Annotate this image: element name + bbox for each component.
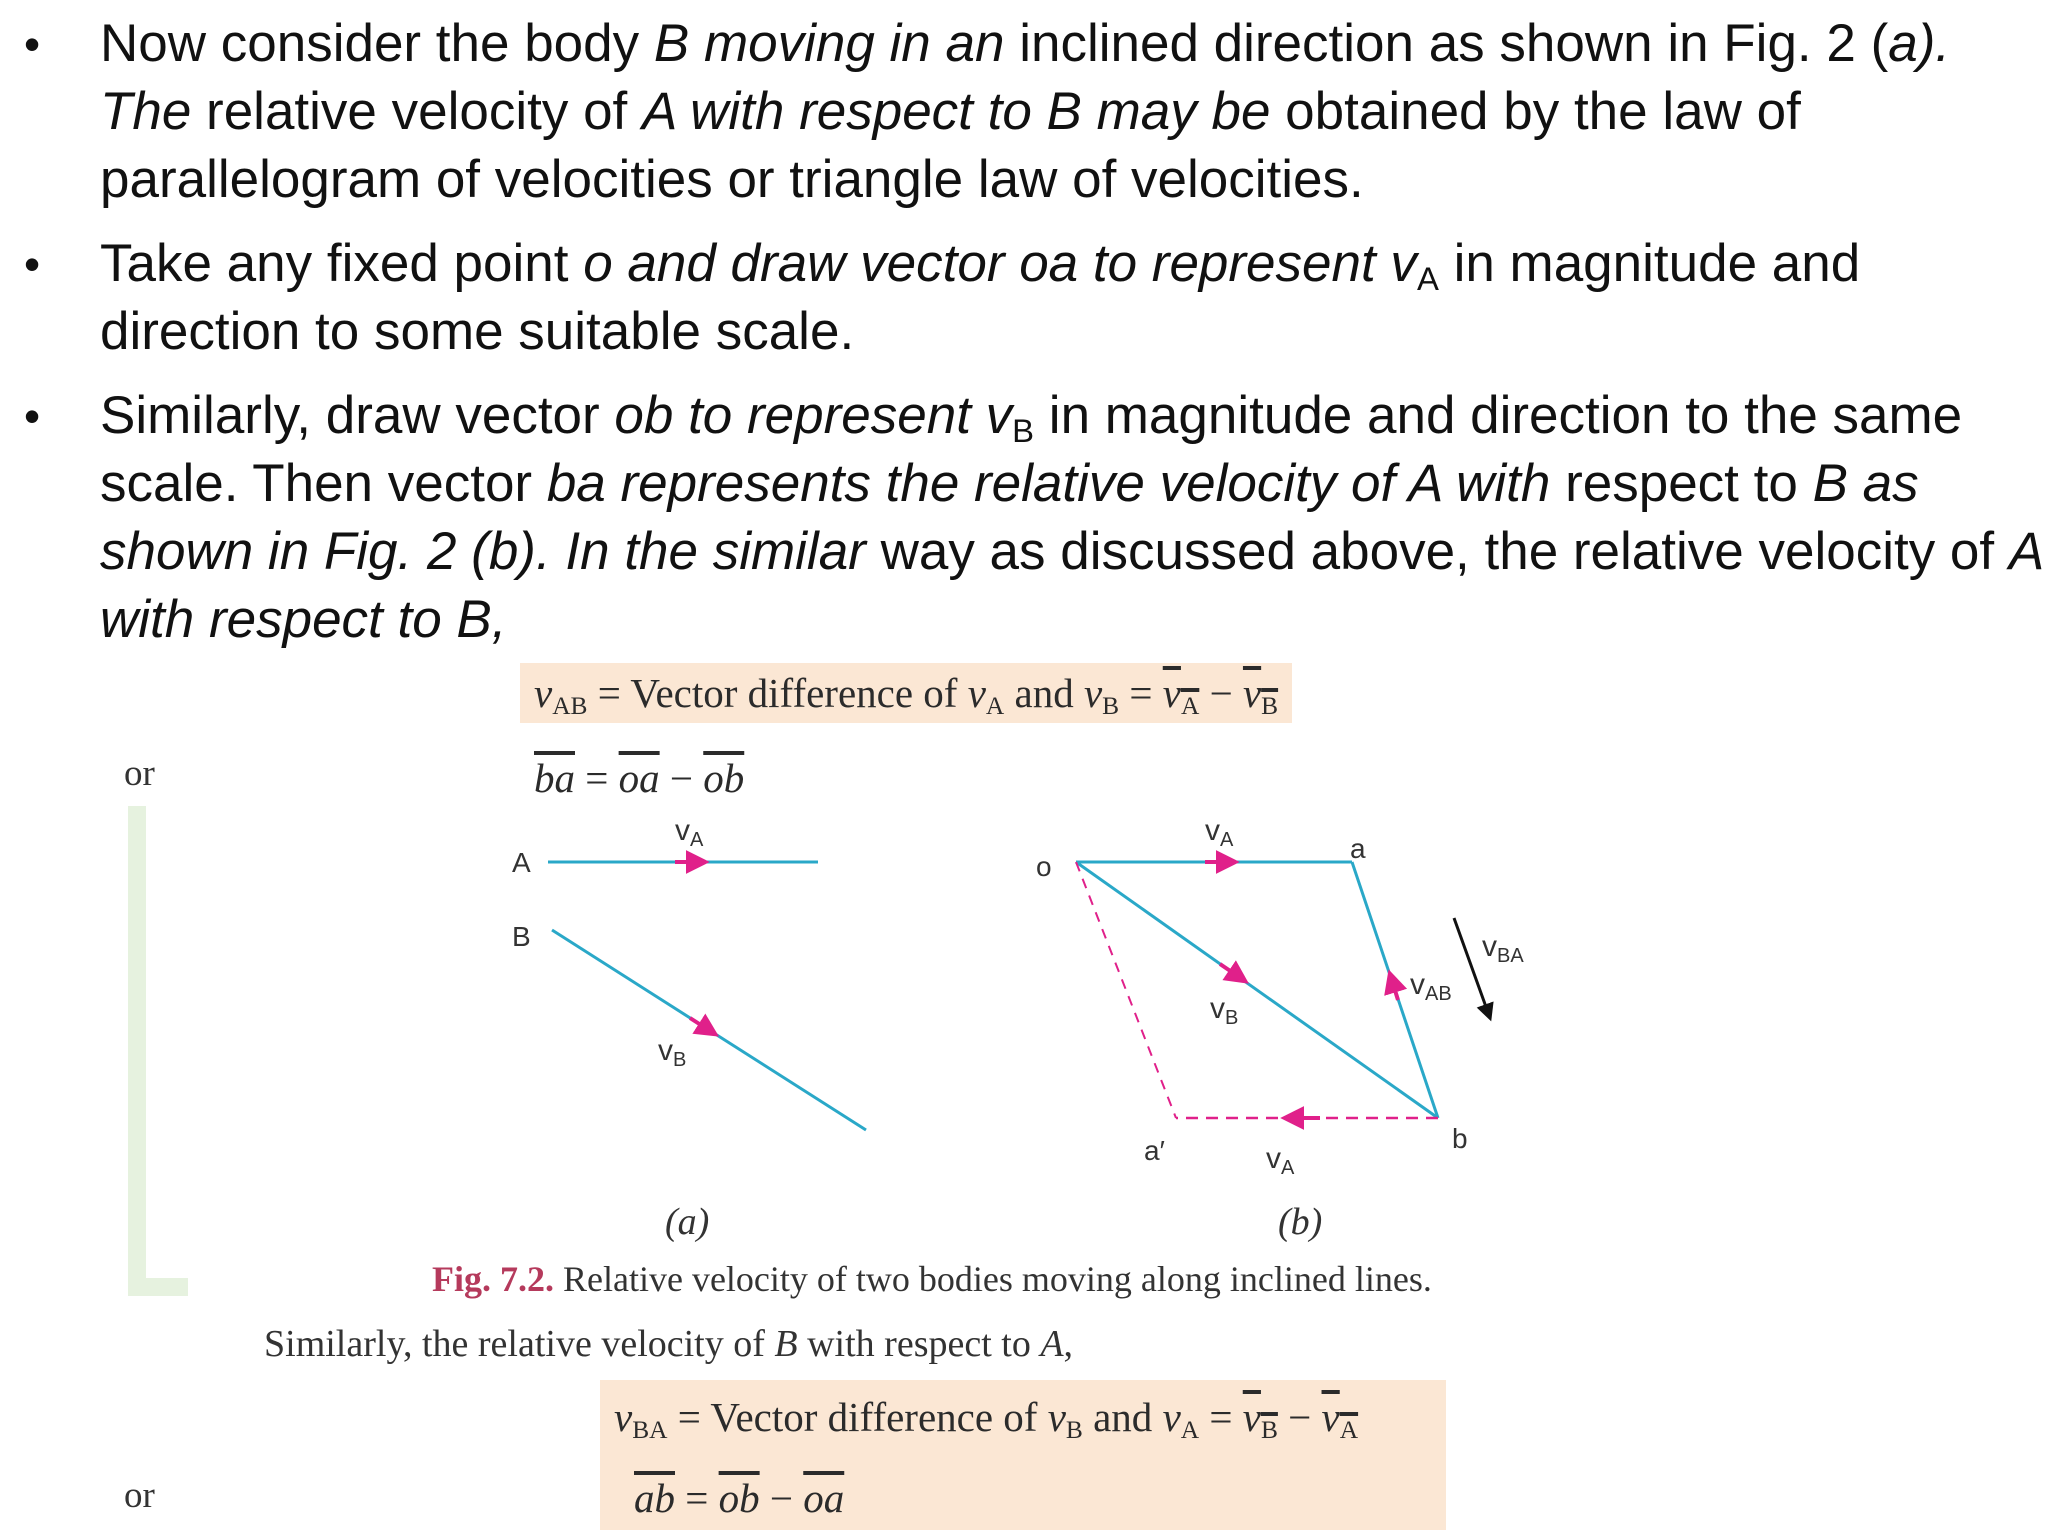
label-B: B <box>512 921 531 952</box>
figure-a <box>500 810 900 1150</box>
label-vBA: $v_{BA}$ <box>1482 930 1524 967</box>
bullet-item-3: • Similarly, draw vector ob to represent $v_B$ in magnitude and direction to the same scale. Then vector ba represents the relative velocity of A with respect to B as shown in Fig. 2 (b). In the similar way as discussed above, the relative velocity of A with respect to B, <box>0 382 2048 654</box>
arrow-vB <box>690 1018 715 1034</box>
similarly-text: Similarly, the relative velocity of B with respect to A, <box>264 1323 1074 1365</box>
equation-vba: $v_{BA}$ = Vector difference of $v_B$ and $v_A = v_B - v_A$ <box>614 1394 1359 1445</box>
equation-ba: $\overline{ba} = \overline{oa} - \overline{ob}$ <box>534 755 745 801</box>
arrow-ob-vB <box>1220 964 1245 981</box>
equation-ab: $\overline{ab} = \overline{ob} - \overline{oa}$ <box>634 1475 845 1521</box>
label-a-prime: a′ <box>1144 1135 1165 1166</box>
label-vA-bottom: $v_A$ <box>1266 1142 1295 1179</box>
or-label-1: or <box>124 753 155 794</box>
bullet-dot-icon: • <box>24 390 41 442</box>
label-a: a <box>1350 833 1366 864</box>
figure-caption: Fig. 7.2. Relative velocity of two bodies moving along inclined lines. <box>432 1259 1432 1299</box>
label-vA-top: $v_A$ <box>1205 814 1234 851</box>
line-oa-prime <box>1076 862 1176 1118</box>
or-label-2: or <box>124 1475 155 1516</box>
label-vA: $v_A$ <box>675 814 704 851</box>
label-A: A <box>512 847 531 878</box>
label-vAB: $v_{AB}$ <box>1410 968 1452 1005</box>
arrow-ba-vAB <box>1390 974 1398 1000</box>
label-o: o <box>1036 851 1052 882</box>
bullet-item-1: • Now consider the body B moving in an inclined direction as shown in Fig. 2 (a). The relative velocity of A with respect to B may be obtained by the law of parallelogram of velocities or triangle law of velocities. <box>0 10 2048 214</box>
side-bracket <box>128 806 188 1296</box>
line-ob <box>1076 862 1438 1118</box>
label-vB: $v_B$ <box>1210 992 1239 1029</box>
figure-b <box>1020 800 1580 1180</box>
bullet-dot-icon: • <box>24 238 41 290</box>
bullet-list <box>0 10 2048 670</box>
subfigure-label-a: (a) <box>665 1201 710 1243</box>
subfigure-label-b: (b) <box>1278 1201 1323 1243</box>
label-vB: $v_B$ <box>658 1034 687 1071</box>
equation-vab: $v_{AB}$ = Vector difference of $v_A$ and $v_B = v_A - v_B$ <box>520 663 1292 723</box>
label-b: b <box>1452 1123 1468 1154</box>
bullet-dot-icon: • <box>24 18 41 70</box>
bullet-item-2: • Take any fixed point o and draw vector oa to represent $v_A$ in magnitude and direction to some suitable scale. <box>0 230 2048 366</box>
